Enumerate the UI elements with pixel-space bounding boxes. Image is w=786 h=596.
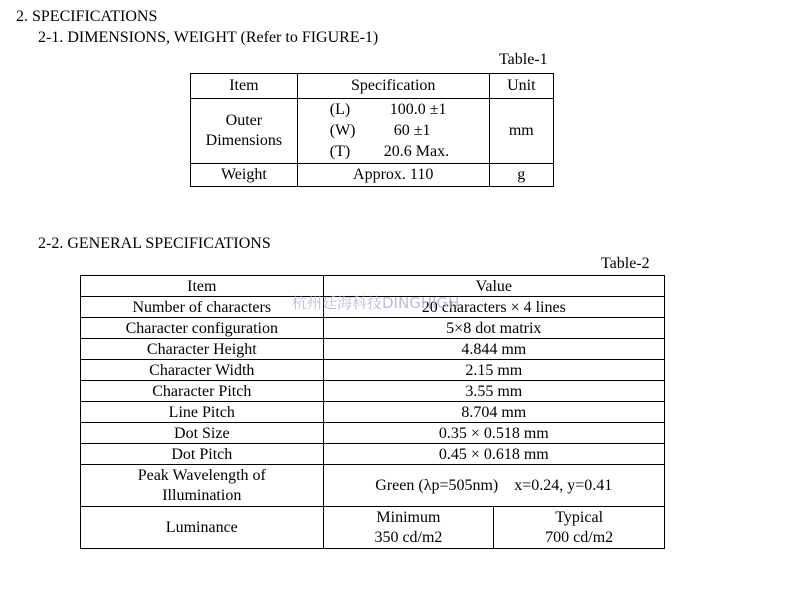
weight-label: Weight	[191, 164, 298, 187]
spec-item: Dot Pitch	[81, 444, 324, 465]
spec-value: 0.35 × 0.518 mm	[323, 423, 664, 444]
dimension-thickness: (T) 20.6 Max.	[329, 142, 450, 160]
spec-value: 4.844 mm	[323, 339, 664, 360]
spec-item: Character configuration	[81, 318, 324, 339]
spec-item: Line Pitch	[81, 402, 324, 423]
spec-item: Character Pitch	[81, 381, 324, 402]
luminance-typical-label: Typical	[555, 508, 604, 526]
table2-header-value: Value	[323, 276, 664, 297]
luminance-item: Luminance	[81, 507, 324, 549]
watermark: 杭州廷海科技DINGHIGH	[292, 294, 460, 312]
section-title: 2. SPECIFICATIONS	[16, 8, 158, 25]
spec-value: 3.55 mm	[323, 381, 664, 402]
peak-wavelength-item: Peak Wavelength of Illumination	[81, 465, 324, 507]
subsection-dimensions-title: 2-1. DIMENSIONS, WEIGHT (Refer to FIGURE-1)	[38, 29, 379, 46]
weight-value: Approx. 110	[297, 164, 489, 187]
subsection-general-title: 2-2. GENERAL SPECIFICATIONS	[38, 235, 271, 252]
luminance-minimum-label: Minimum	[376, 508, 441, 526]
weight-unit: g	[489, 164, 553, 187]
dimension-length: (L) 100.0 ±1	[329, 100, 447, 118]
table1-header-unit: Unit	[489, 74, 553, 99]
spec-item: Number of characters	[81, 297, 324, 318]
spec-item: Character Width	[81, 360, 324, 381]
table1-header-item: Item	[191, 74, 298, 99]
spec-item: Dot Size	[81, 423, 324, 444]
spec-value: 0.45 × 0.618 mm	[323, 444, 664, 465]
dimensions-table	[190, 73, 554, 187]
luminance-minimum	[323, 507, 494, 549]
spec-value: 2.15 mm	[323, 360, 664, 381]
general-specifications-table	[80, 275, 665, 549]
outer-dimensions-label: Outer Dimensions	[191, 99, 298, 164]
luminance-typical	[494, 507, 665, 549]
spec-value: 5×8 dot matrix	[323, 318, 664, 339]
spec-value: 8.704 mm	[323, 402, 664, 423]
outer-dimensions-unit: mm	[489, 99, 553, 164]
outer-dimensions-spec	[297, 99, 489, 164]
table1-header-specification: Specification	[297, 74, 489, 99]
table1-label: Table-1	[499, 51, 548, 68]
peak-wavelength-value: Green (λp=505nm) x=0.24, y=0.41	[323, 465, 664, 507]
spec-value: 20 characters × 4 lines	[323, 297, 664, 318]
table2-label: Table-2	[601, 255, 650, 272]
luminance-minimum-value: 350 cd/m2	[374, 528, 443, 546]
table2-header-item: Item	[81, 276, 324, 297]
spec-item: Character Height	[81, 339, 324, 360]
luminance-typical-value: 700 cd/m2	[545, 528, 614, 546]
dimension-width: (W) 60 ±1	[329, 121, 431, 139]
